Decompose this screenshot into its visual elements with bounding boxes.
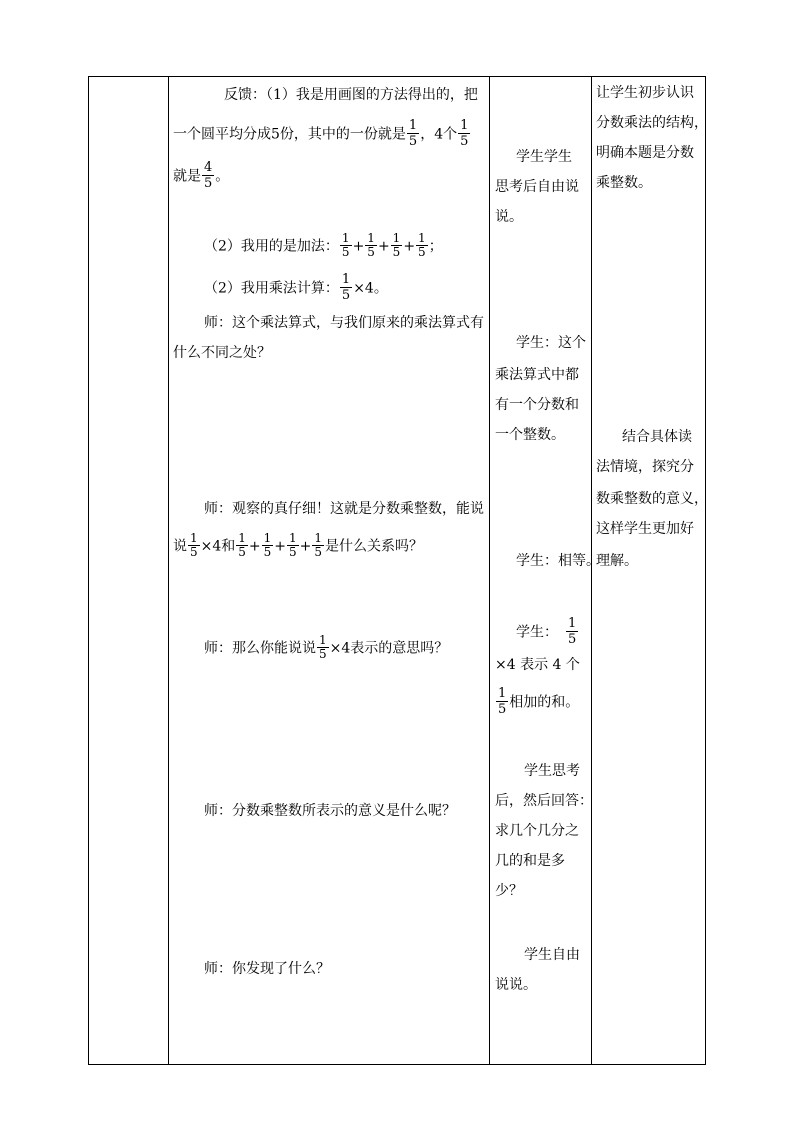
fraction-four-fifths: $\frac{4}{5}$ [204, 160, 213, 191]
student-reply-5-line-1: 学生思考 [524, 763, 580, 779]
teacher-question-4: 师：分数乘整数所表示的意义是什么呢？ [204, 803, 456, 819]
fraction-one-fifth: $\frac{1}{5}$ [289, 531, 297, 559]
fraction-one-fifth: $\frac{1}{5}$ [190, 531, 198, 559]
fraction-one-fifth: $\frac{1}{5}$ [460, 118, 469, 149]
intent-2-line-3: 数乘整数的意义， [596, 491, 708, 507]
teacher-question-5: 师：你发现了什么？ [204, 961, 330, 977]
intent-1-line-2: 分数乘法的结构， [596, 115, 708, 131]
teacher-activity-column [169, 77, 489, 1064]
teacher-question-2-line-2: 说 $\frac{1}{5}$ ×4和 $\frac{1}{5}$ + $\frac{1}{5}$ + $\frac{1}{5}$ + $\frac{1}{5}$ 是什么关系吗？ [173, 531, 424, 559]
lesson-table [88, 76, 706, 1065]
fraction-one-fifth: $\frac{1}{5}$ [314, 531, 323, 559]
student-reply-1-line-3: 说。 [495, 209, 523, 225]
student-activity-column [490, 77, 600, 1064]
fraction-one-fifth: $\frac{1}{5}$ [408, 118, 418, 149]
student-reply-4-line-3: $\frac{1}{5}$ 相加的和。 [498, 686, 580, 717]
intent-1-line-1: 让学生初步认识 [596, 85, 694, 101]
student-reply-6-line-1: 学生自由 [524, 947, 580, 963]
student-reply-6-line-2: 说说。 [495, 977, 537, 993]
fraction-one-fifth: $\frac{1}{5}$ [568, 616, 577, 647]
student-reply-5-line-4: 几的和是多 [495, 853, 565, 869]
fraction-one-fifth: $\frac{1}{5}$ [263, 531, 272, 559]
student-reply-1-line-2: 思考后自由说 [495, 179, 579, 195]
intent-2-line-1: 结合具体读 [622, 429, 692, 445]
student-reply-2-line-1: 学生：这个 [516, 335, 586, 351]
feedback-line-2: 一个圆平均分成5份，其中的一份就是 $\frac{1}{5}$ ，4个 $\frac{1}{5}$ [173, 118, 469, 149]
student-reply-4-line-1: 学生： $\frac{1}{5}$ [516, 616, 577, 647]
fraction-one-fifth: $\frac{1}{5}$ [418, 231, 426, 259]
fraction-one-fifth: $\frac{1}{5}$ [498, 686, 507, 717]
student-reply-5-line-5: 少？ [495, 883, 523, 899]
intent-2-line-4: 这样学生更加好 [596, 521, 694, 537]
intent-2-line-2: 法情境，探究分 [596, 459, 694, 475]
student-reply-5-line-3: 求几个几分之 [495, 823, 579, 839]
fraction-one-fifth: $\frac{1}{5}$ [341, 272, 351, 303]
fraction-one-fifth: $\frac{1}{5}$ [392, 231, 401, 259]
feedback-line-1: 反馈：（1）我是用画图的方法得出的，把 [224, 87, 478, 103]
teacher-question-2-line-1: 师：观察的真仔细！这就是分数乘整数，能说 [204, 501, 484, 517]
student-reply-2-line-4: 一个整数。 [495, 427, 565, 443]
student-reply-3: 学生：相等。 [516, 553, 600, 569]
teacher-question-3: 师：那么你能说说 $\frac{1}{5}$ ×4表示的意思吗？ [204, 633, 449, 661]
teacher-question-1-line-1: 师：这个乘法算式，与我们原来的乘法算式有 [204, 315, 484, 331]
addition-line: （2）我用的是加法： $\frac{1}{5}$ + $\frac{1}{5}$ + $\frac{1}{5}$ + $\frac{1}{5}$ ； [204, 231, 443, 259]
student-reply-5-line-2: 后，然后回答： [495, 793, 593, 809]
student-reply-4-line-2: ×4 表示 4 个 [495, 657, 580, 673]
fraction-one-fifth: $\frac{1}{5}$ [238, 531, 246, 559]
multiplication-line: （2）我用乘法计算： $\frac{1}{5}$ ×4。 [204, 272, 388, 303]
student-reply-2-line-2: 乘法算式中都 [495, 367, 579, 383]
student-reply-2-line-3: 有一个分数和 [495, 397, 579, 413]
intent-1-line-4: 乘整数。 [596, 175, 652, 191]
student-reply-1-line-1: 学生学生 [516, 149, 572, 165]
teacher-question-1-line-2: 什么不同之处？ [173, 345, 271, 361]
fraction-one-fifth: $\frac{1}{5}$ [319, 633, 327, 661]
intent-2-line-5: 理解。 [596, 553, 638, 569]
fraction-one-fifth: $\frac{1}{5}$ [367, 231, 375, 259]
design-intent-column [592, 77, 706, 1064]
fraction-one-fifth: $\frac{1}{5}$ [341, 231, 350, 259]
feedback-line-3: 就是 $\frac{4}{5}$ 。 [173, 160, 230, 191]
intent-1-line-3: 明确本题是分数 [596, 145, 694, 161]
